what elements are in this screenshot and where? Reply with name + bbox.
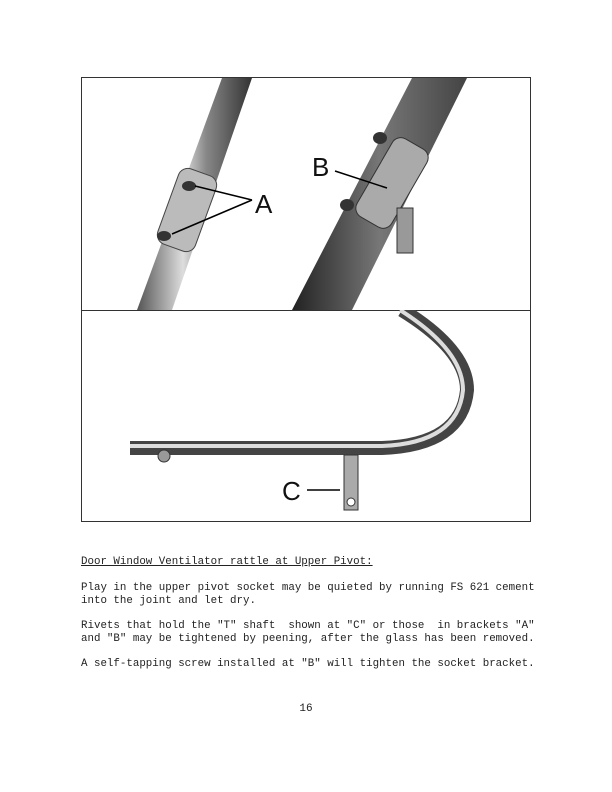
label-b: B bbox=[312, 152, 330, 182]
paragraph-3: A self-tapping screw installed at "B" will tighten the socket bracket. bbox=[81, 658, 535, 670]
section-heading: Door Window Ventilator rattle at Upper Pivot: bbox=[81, 556, 373, 568]
photo-brackets-a-b bbox=[82, 78, 530, 311]
photo-t-shaft-c bbox=[82, 310, 530, 521]
paragraph-2-line-2: and "B" may be tightened by peening, after the glass has been removed. bbox=[81, 633, 535, 645]
paragraph-2-line-1: Rivets that hold the "T" shaft shown at "C" or those in brackets "A" bbox=[81, 620, 535, 632]
page-number: 16 bbox=[299, 703, 313, 715]
paragraph-1-line-2: into the joint and let dry. bbox=[81, 595, 256, 607]
paragraph-1-line-1: Play in the upper pivot socket may be quieted by running FS 621 cement bbox=[81, 582, 535, 594]
label-a: A bbox=[255, 189, 273, 219]
label-c: C bbox=[282, 476, 301, 506]
bracket-a bbox=[155, 166, 220, 255]
figure-ventilator-photos bbox=[81, 77, 531, 522]
ventilator-frame bbox=[130, 310, 467, 448]
